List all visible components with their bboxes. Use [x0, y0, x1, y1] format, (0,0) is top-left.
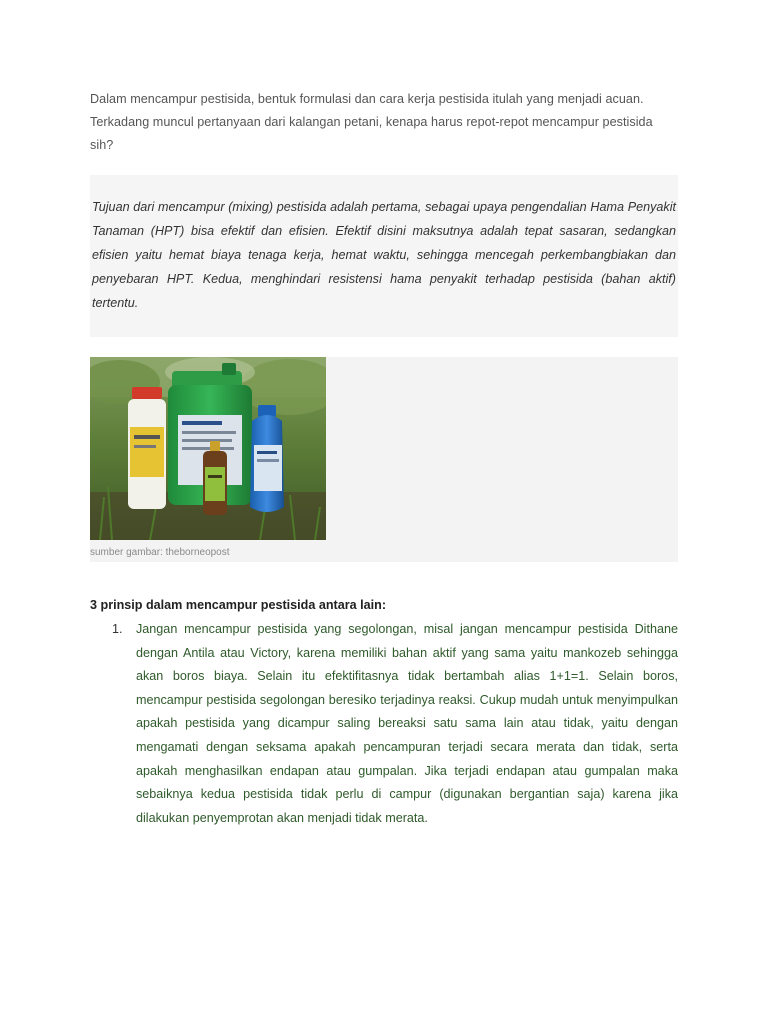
figure [90, 357, 678, 562]
pesticide-bottles-photo [90, 357, 326, 540]
quote-text: Tujuan dari mencampur (mixing) pestisida adalah pertama, sebagai upaya pengendalian Hama Penyakit Tanaman (HPT) bisa efektif dan efisien. Efektif disini maksutnya adalah tepat sasaran, sedangkan efisien yaitu hemat biaya tenaga kerja, hemat waktu, sehingga mencegah perkembangbiakan dan penyebaran HPT. Kedua, menghindari resistensi hama penyakit terhadap pestisida (bahan aktif) tertentu. [92, 200, 676, 310]
section-heading: 3 prinsip dalam mencampur pestisida antara lain: [90, 598, 387, 612]
list-item-number: 1. [112, 622, 123, 636]
article [90, 88, 678, 830]
principles-list [90, 618, 678, 830]
image-caption: sumber gambar: theborneopost [90, 547, 230, 558]
list-item [90, 618, 678, 830]
list-item-text: Jangan mencampur pestisida yang segolongan, misal jangan mencampur pestisida Dithane dengan Antila atau Victory, karena memiliki bahan aktif yang sama yaitu mankozeb sehingga akan boros biaya. Selain itu efektifitasnya tidak bertambah alias 1+1=1. Selain boros, mencampur pestisida segolongan beresiko terjadinya reaksi. Cukup mudah untuk menyimpulkan apakah pestisida yang dicampur saling bereaksi satu sama lain atau tidak, yaitu dengan mengamati dengan seksama apakah pencampuran terjadi secara merata dan tidak, serta apakah menghasilkan endapan atau gumpalan. Jika terjadi endapan atau gumpalan maka sebaiknya kedua pestisida tidak perlu di campur (digunakan bergantian saja) karena jika dilakukan penyemprotan akan menjadi tidak merata. [136, 622, 678, 825]
intro-paragraph: Dalam mencampur pestisida, bentuk formulasi dan cara kerja pestisida itulah yang menjadi acuan. Terkadang muncul pertanyaan dari kalangan petani, kenapa harus repot-repot mencampur pestisida sih? [90, 92, 653, 152]
blockquote [90, 175, 678, 337]
